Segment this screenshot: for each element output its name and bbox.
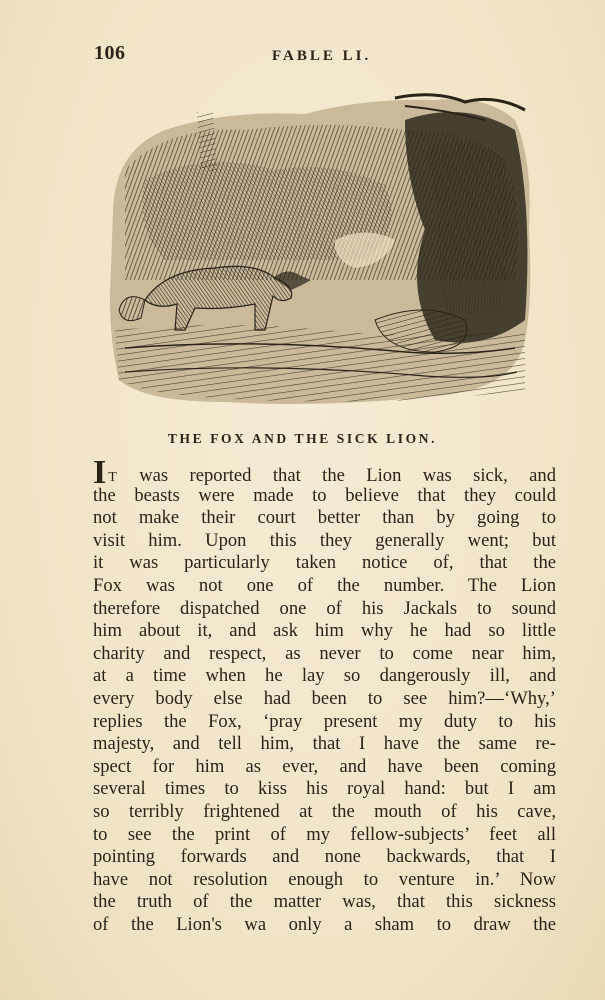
text-line: it was particularly taken notice of, that the <box>93 552 556 574</box>
text-line: Fox was not one of the number. The Lion <box>93 574 556 596</box>
page-number: 106 <box>94 42 126 64</box>
fable-body-text <box>93 454 556 936</box>
text-line: not make their court better than by going to <box>93 507 556 529</box>
text-line: at a time when he lay so dangerously ill, and <box>93 665 556 687</box>
text-line: to see the print of my fellow-subjects’ feet all <box>93 823 556 845</box>
first-line-text: was reported that the Lion was sick, and <box>117 465 556 486</box>
text-line: spect for him as ever, and have been coming <box>93 755 556 777</box>
text-line: of the Lion's wa only a sham to draw the <box>93 913 556 935</box>
text-line: pointing forwards and none backwards, that I <box>93 846 556 868</box>
text-line: visit him. Upon this they generally went; but <box>93 529 556 551</box>
text-line: therefore dispatched one of his Jackals to sound <box>93 597 556 619</box>
text-line: so terribly frightened at the mouth of his cave, <box>93 800 556 822</box>
page-header <box>94 42 554 72</box>
text-line: every body else had been to see him?—‘Why,’ <box>93 687 556 709</box>
text-line: the truth of the matter was, that this sickness <box>93 891 556 913</box>
text-line: the beasts were made to believe that they could <box>93 484 556 506</box>
woodcut-engraving-icon <box>105 90 533 408</box>
text-line: charity and respect, as never to come near him, <box>93 642 556 664</box>
illustration-caption: THE FOX AND THE SICK LION. <box>167 431 438 446</box>
text-line-1 <box>93 454 556 491</box>
running-head: FABLE LI. <box>272 48 372 64</box>
drop-cap: I <box>93 454 107 491</box>
text-line: have not resolution enough to venture in.’ Now <box>93 868 556 890</box>
text-line: replies the Fox, ‘pray present my duty to his <box>93 710 556 732</box>
text-line: him about it, and ask him why he had so little <box>93 620 556 642</box>
woodcut-illustration <box>105 90 533 408</box>
text-line: several times to kiss his royal hand: but I am <box>93 778 556 800</box>
drop-cap-continuation: T <box>108 470 118 485</box>
text-line: majesty, and tell him, that I have the same re- <box>93 733 556 755</box>
